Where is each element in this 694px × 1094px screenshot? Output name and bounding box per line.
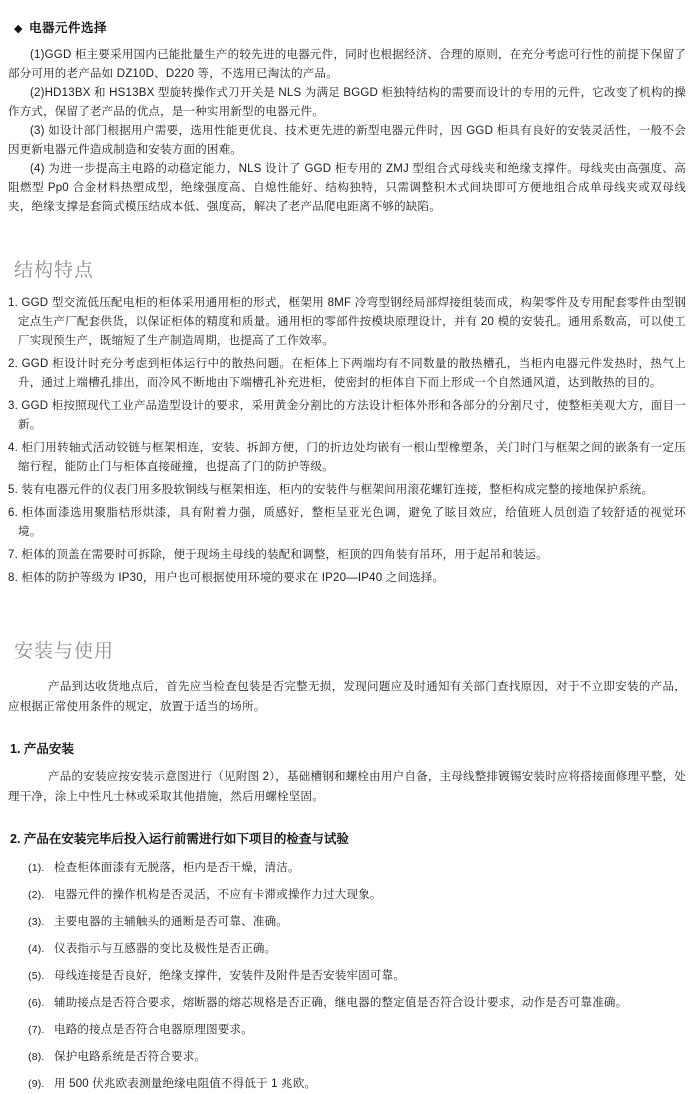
checklist-item: [8, 859, 686, 878]
checklist-item: [8, 913, 686, 932]
diamond-bullet-icon: ◆: [14, 23, 23, 35]
feature-item: 4. 柜门用转轴式活动铰链与框架相连，安装、拆卸方便，门的折边处均嵌有一根山型橡塑条，关门时门与框架之间的嵌条有一定压缩行程，能防止门与柜体直接碰撞，也提高了门的防护等级。: [8, 442, 686, 473]
paragraph: (4) 为进一步提高主电路的动稳定能力，NLS 设计了 GGD 柜专用的 ZMJ 型组合式母线夹和绝缘支撑件。母线夹由高强度、高阻燃型 Pp0 合金材料热塑成型，绝缘强度高、自熄性能好、结构独特，只需调整积木式间块即可方便地组合成单母线夹或双母线夹，绝缘支撑是套筒式模压结成本低、强度高，解决了老产品爬电距离不够的缺陷。: [8, 163, 686, 213]
feature-item: 7. 柜体的顶盖在需要时可拆除，便于现场主母线的装配和调整，柜顶的四角装有吊环，用于起吊和装运。: [8, 549, 548, 561]
install-use-heading: 安装与使用: [14, 641, 115, 662]
feature-item: 3. GGD 柜按照现代工业产品造型设计的要求，采用黄金分割比的方法设计柜体外形和各部分的分割尺寸，使整柜美观大方，面目一新。: [8, 400, 686, 431]
checklist-item-text: 辅助接点是否符合要求，熔断器的熔芯规格是否正确，继电器的整定值是否符合设计要求，动作是否可靠准确。: [54, 997, 628, 1009]
feature-item: 1. GGD 型交流低压配电柜的柜体采用通用柜的形式，框架用 8MF 冷弯型钢经局部焊接组装而成，构架零件及专用配套零件由型钢定点生产厂配套供货，以保证柜体的精度和质量。通用柜的零部件按模块原理设计，并有 20 模的安装孔。通用系数高，可以使工厂实现预生产，既缩短了生产制造周期，也提高了工作效率。: [8, 297, 686, 347]
feature-item: 6. 柜体面漆选用聚脂桔形烘漆，具有附着力强，质感好，整柜呈亚光色调，避免了眩目效应，给值班人员创造了较舒适的视觉环境。: [8, 507, 686, 538]
checklist-item-text: 检查柜体面漆有无脱落，柜内是否干燥，清洁。: [54, 862, 300, 874]
checklist-item-number: (9).: [28, 1078, 45, 1090]
component-selection-title: [14, 18, 686, 36]
paragraph: (1)GGD 柜主要采用国内已能批量生产的较先进的电器元件，同时也根据经济、合理的原则，在充分考虑可行性的前提下保留了部分可用的老产品如 DZ10D、D220 等，不选用已淘汰的产品。: [8, 49, 686, 80]
pre-operation-check-subheading: 2. 产品在安装完毕后投入运行前需进行如下项目的检查与试验: [10, 832, 349, 846]
product-install-subheading: 1. 产品安装: [10, 742, 74, 756]
checklist-item: [8, 1021, 686, 1040]
feature-item: 2. GGD 柜设计时充分考虑到柜体运行中的散热问题。在柜体上下两端均有不同数量的散热槽孔，当柜内电器元件发热时，热气上升，通过上端槽孔排出，而冷风不断地由下端槽孔补充进柜，使密封的柜体自下而上形成一个自然通风道，达到散热的目的。: [8, 358, 686, 389]
checklist-item: [8, 1075, 686, 1094]
product-install-paragraph: 产品的安装应按安装示意图进行（见附图 2），基础槽钢和螺栓由用户自备，主母线整排镀锡安装时应将搭接面修理平整，处理干净，涂上中性凡士林或采取其他措施，然后用螺栓坚固。: [8, 771, 686, 803]
feature-item: 5. 装有电器元件的仪表门用多股软铜线与框架相连，柜内的安装件与框架间用滚花螺钉连接，整柜构成完整的接地保护系统。: [8, 484, 654, 496]
checklist-item-number: (4).: [28, 943, 45, 955]
checklist-item-number: (3).: [28, 916, 45, 928]
checklist-item-text: 主要电器的主辅触头的通断是否可靠、准确。: [54, 916, 288, 928]
checklist-item-text: 电器元件的操作机构是否灵活，不应有卡滞或操作力过大现象。: [54, 889, 382, 901]
paragraph: (3) 如设计部门根据用户需要，选用性能更优良、技术更先进的新型电器元件时，因 GGD 柜具有良好的安装灵活性，一般不会因更新电器元件造成制造和安装方面的困难。: [8, 125, 686, 156]
checklist-item-number: (2).: [28, 889, 45, 901]
structure-features-list: [8, 294, 686, 588]
structure-features-heading: 结构特点: [14, 260, 95, 281]
install-intro-paragraph: 产品到达收货地点后，首先应当检查包装是否完整无损，发现问题应及时通知有关部门查找原因，对于不立即安装的产品，应根据正常使用条件的规定，放置于适当的场所。: [8, 681, 686, 713]
checklist-item: [8, 940, 686, 959]
checklist-item-text: 母线连接是否良好，绝缘支撑件，安装件及附件是否安装牢固可靠。: [54, 970, 405, 982]
component-selection-body: [8, 46, 686, 217]
checklist-item-number: (7).: [28, 1024, 45, 1036]
component-selection-title-text: 电器元件选择: [28, 21, 107, 35]
checklist-item: [8, 886, 686, 905]
checklist-item-number: (6).: [28, 997, 45, 1009]
checklist-item: [8, 1048, 686, 1067]
checklist-item-text: 用 500 伏兆欧表测量绝缘电阻值不得低于 1 兆欧。: [54, 1078, 317, 1090]
checklist-item-text: 仪表指示与互感器的变比及极性是否正确。: [54, 943, 277, 955]
checklist-item-text: 保护电路系统是否符合要求。: [54, 1051, 207, 1063]
checklist-item: [8, 967, 686, 986]
pre-operation-checklist: [8, 859, 686, 1094]
checklist-item: [8, 994, 686, 1013]
checklist-item-number: (1).: [28, 862, 45, 874]
checklist-item-number: (5).: [28, 970, 45, 982]
checklist-item-number: (8).: [28, 1051, 45, 1063]
checklist-item-text: 电路的接点是否符合电器原理图要求。: [54, 1024, 253, 1036]
feature-item: 8. 柜体的防护等级为 IP30，用户也可根据使用环境的要求在 IP20—IP40 之间选择。: [8, 572, 445, 584]
paragraph: (2)HD13BX 和 HS13BX 型旋转操作式刀开关是 NLS 为满足 BGGD 柜独特结构的需要而设计的专用的元件，它改变了机构的操作方式，保留了老产品的优点，是一种实用新型的电器元件。: [8, 87, 686, 118]
